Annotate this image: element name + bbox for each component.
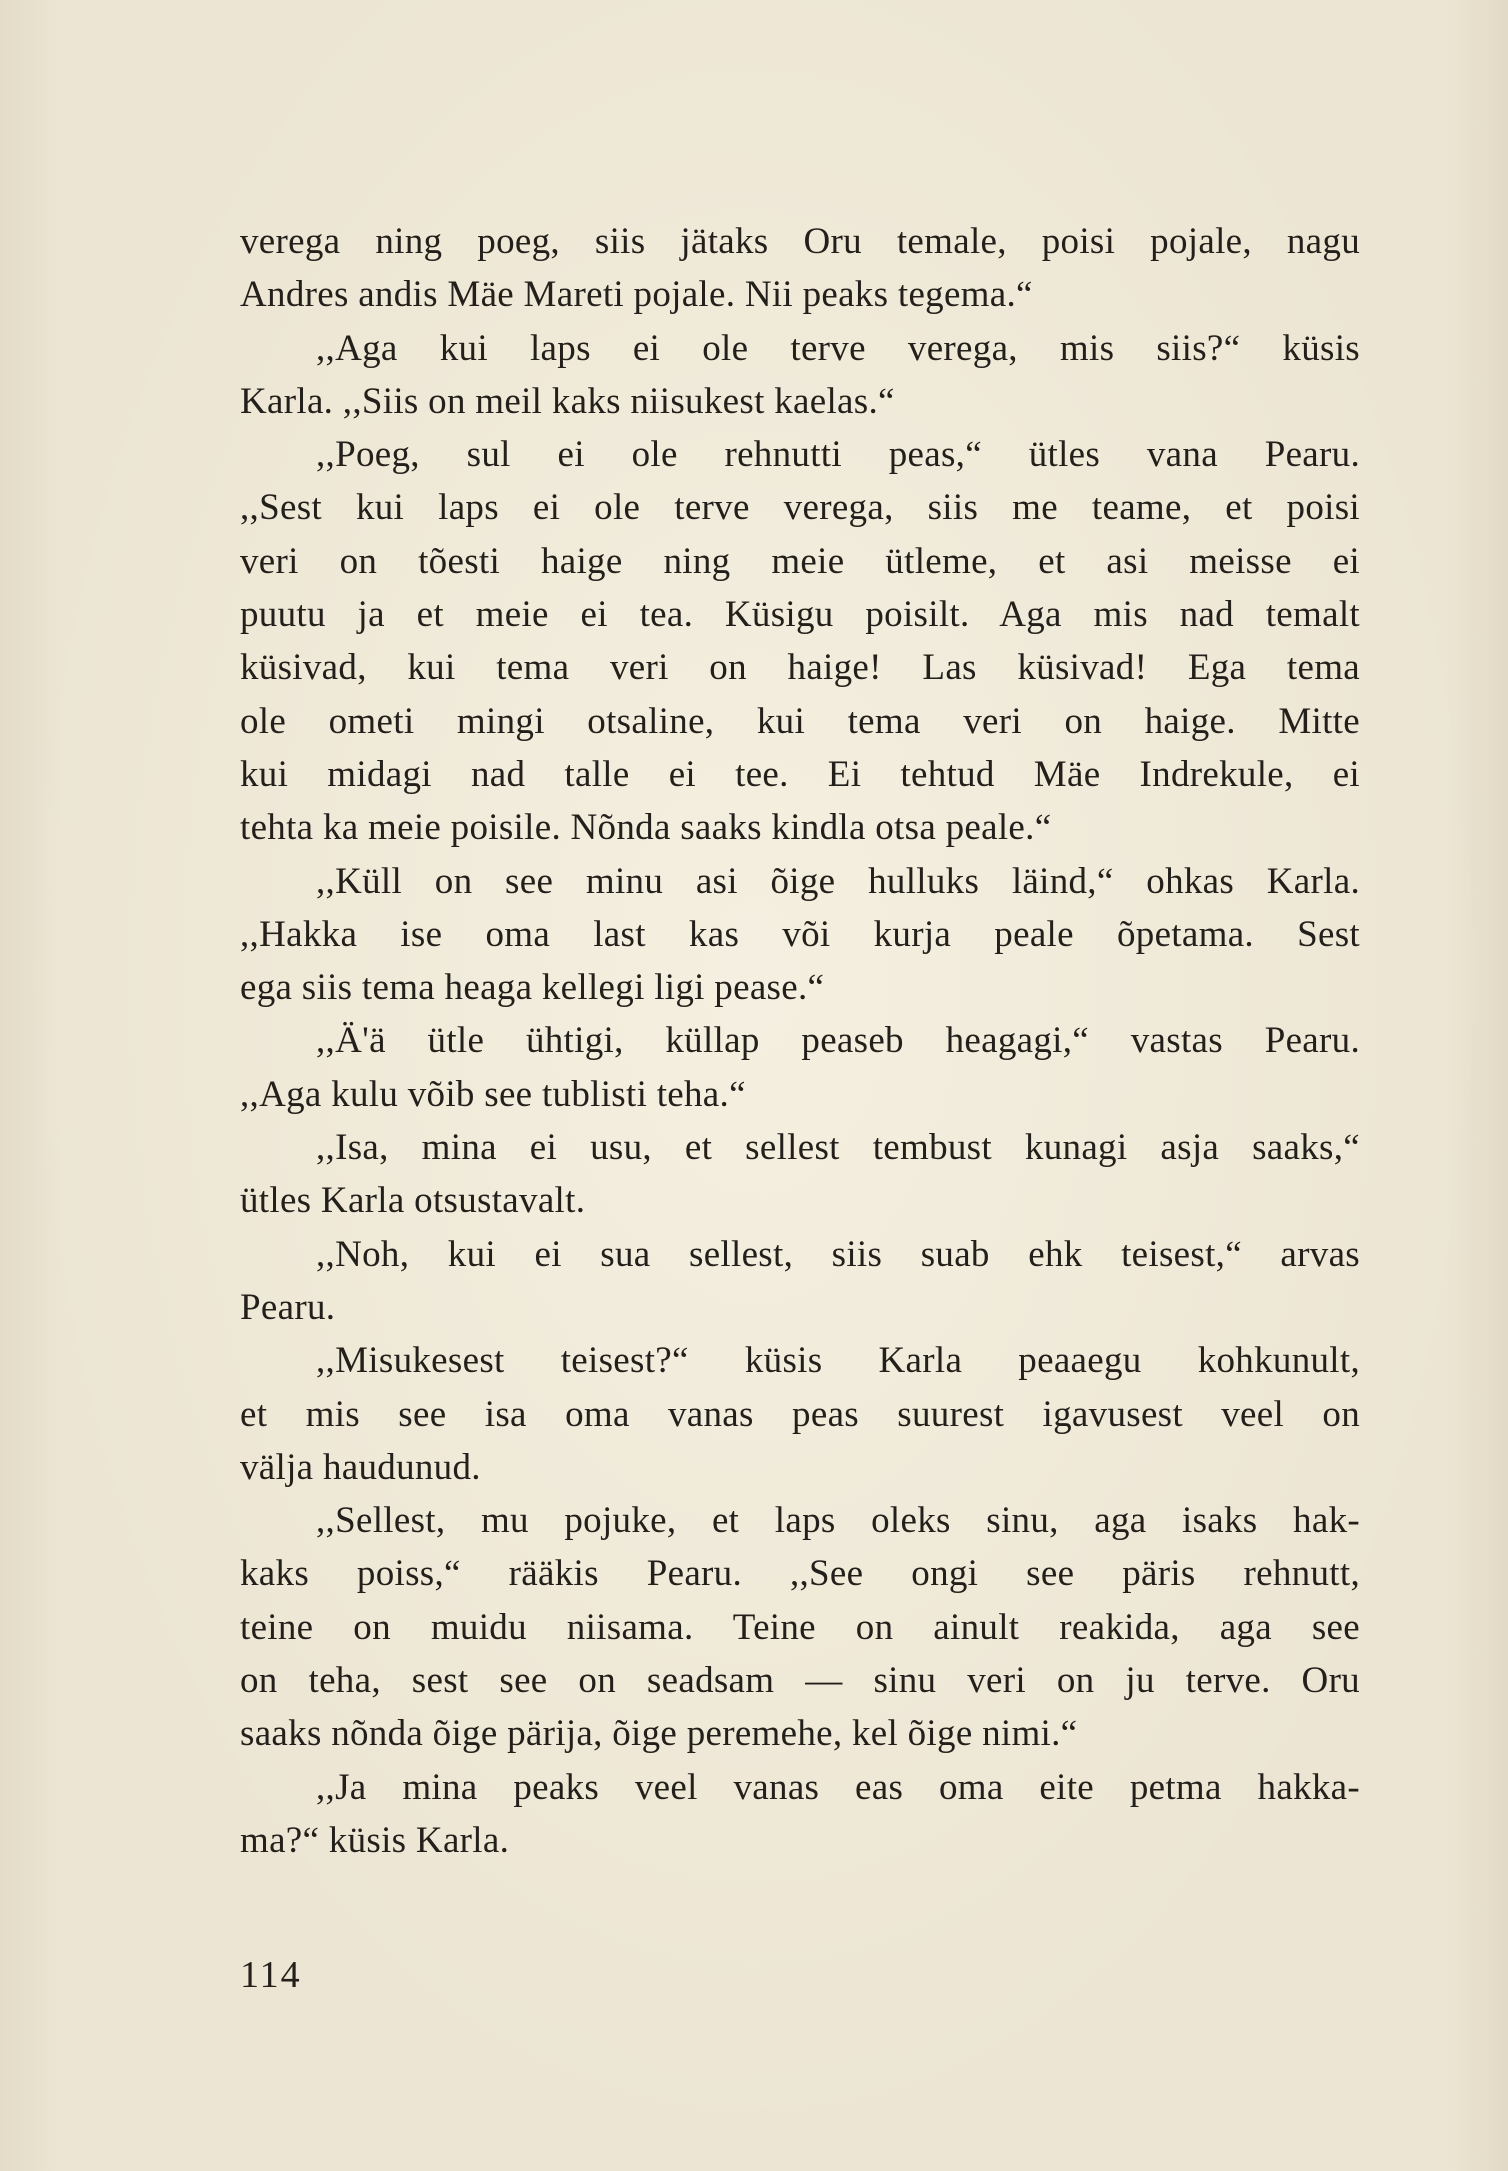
text-line: Pearu. (240, 1286, 336, 1328)
page-number: 114 (240, 1954, 302, 1996)
text-line: et mis see isa oma vanas peas suurest igavusest veel on (240, 1393, 1360, 1435)
text-line: ,,Aga kui laps ei ole terve verega, mis siis?“ küsis (316, 327, 1360, 369)
text-line: ega siis tema heaga kellegi ligi pease.“ (240, 967, 825, 1009)
text-line: verega ning poeg, siis jätaks Oru temale, poisi pojale, nagu (240, 221, 1360, 262)
text-line: ,,Küll on see minu asi õige hulluks läind,“ ohkas Karla. (316, 860, 1360, 902)
text-line: teine on muidu niisama. Teine on ainult reakida, aga see (240, 1606, 1360, 1648)
text-line: ,,Ä'ä ütle ühtigi, küllap peaseb heagagi,“ vastas Pearu. (316, 1020, 1360, 1062)
text-line: tehta ka meie poisile. Nõnda saaks kindla otsa peale.“ (240, 807, 1052, 849)
text-line: puutu ja et meie ei tea. Küsigu poisilt. Aga mis nad temalt (240, 594, 1360, 636)
text-line: ,,Aga kulu võib see tublisti teha.“ (240, 1073, 746, 1115)
text-line: välja haudunud. (240, 1446, 481, 1488)
text-line: ,,Noh, kui ei sua sellest, siis suab ehk teisest,“ arvas (316, 1233, 1360, 1275)
text-line: Karla. ,,Siis on meil kaks niisukest kaelas.“ (240, 380, 895, 422)
text-line: saaks nõnda õige pärija, õige peremehe, kel õige nimi.“ (240, 1713, 1078, 1755)
text-line: ma?“ küsis Karla. (240, 1819, 510, 1861)
text-line: ,,Sellest, mu pojuke, et laps oleks sinu, aga isaks hak- (316, 1500, 1360, 1542)
text-line: küsivad, kui tema veri on haige! Las küsivad! Ega tema (240, 647, 1360, 689)
body-text (240, 215, 1360, 1867)
text-line: Andres andis Mäe Mareti pojale. Nii peaks tegema.“ (240, 274, 1033, 316)
text-line: ,,Poeg, sul ei ole rehnutti peas,“ ütles vana Pearu. (316, 434, 1360, 476)
text-line: ,,Isa, mina ei usu, et sellest tembust kunagi asja saaks,“ (316, 1127, 1360, 1169)
text-line: ole ometi mingi otsaline, kui tema veri on haige. Mitte (240, 700, 1360, 742)
text-line: kaks poiss,“ rääkis Pearu. ,,See ongi see päris rehnutt, (240, 1553, 1360, 1595)
text-line: on teha, sest see on seadsam — sinu veri on ju terve. Oru (240, 1660, 1360, 1702)
text-line: ,,Sest kui laps ei ole terve verega, siis me teame, et poisi (240, 487, 1360, 529)
text-line: ,,Misukesest teisest?“ küsis Karla peaaegu kohkunult, (316, 1340, 1360, 1382)
text-line: ütles Karla otsustavalt. (240, 1180, 586, 1222)
text-line: kui midagi nad talle ei tee. Ei tehtud Mäe Indrekule, ei (240, 753, 1360, 795)
text-line: veri on tõesti haige ning meie ütleme, et asi meisse ei (240, 540, 1360, 582)
text-line: ,,Hakka ise oma last kas või kurja peale õpetama. Sest (240, 913, 1360, 955)
text-line: ,,Ja mina peaks veel vanas eas oma eite petma hakka- (316, 1766, 1360, 1808)
